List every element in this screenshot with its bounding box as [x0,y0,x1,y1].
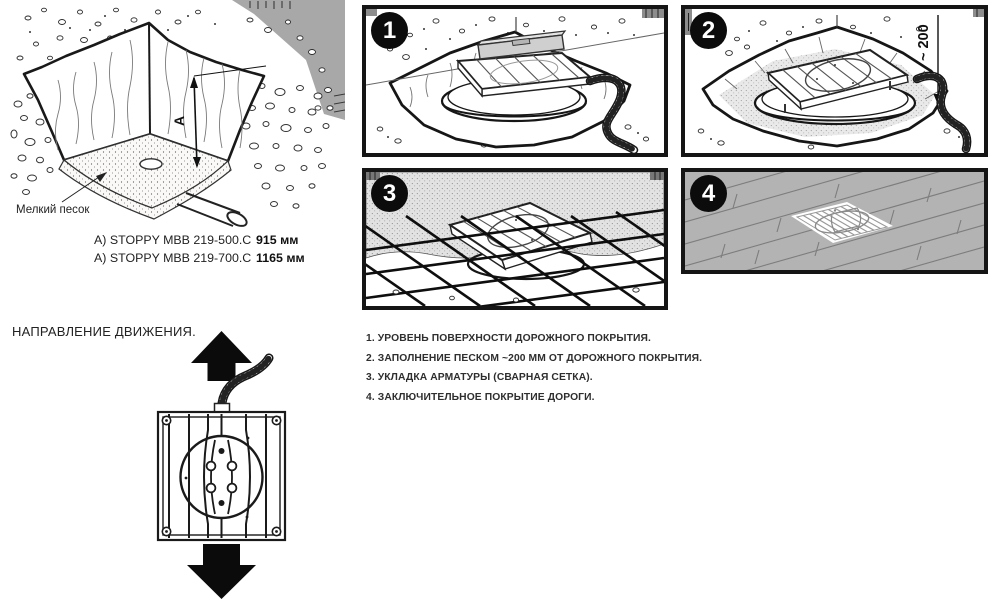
model-depth-value: 1165 мм [256,251,305,265]
instruction-item [366,333,702,344]
step-number-badge: 3 [371,175,408,212]
instruction-number: 4. [366,391,375,403]
step-number-badge: 2 [690,12,727,49]
anchor-hole [140,159,162,169]
model-depth-table [94,233,305,265]
bollard-top-view-diagram [118,318,353,607]
model-name: A) STOPPY MBB 219-700.C [94,251,252,265]
down-arrow-icon [187,544,256,599]
instruction-text: ЗАПОЛНЕНИЕ ПЕСКОМ ~200 ММ ОТ ДОРОЖНОГО ПОКРЫТИЯ. [377,352,703,364]
model-name: A) STOPPY MBB 219-500.C [94,233,252,247]
instructions-list [366,333,702,403]
instruction-number: 1. [366,333,375,344]
instruction-text: УРОВЕНЬ ПОВЕРХНОСТИ ДОРОЖНОГО ПОКРЫТИЯ. [377,333,651,344]
excavation-pit-illustration [0,0,345,228]
instruction-number: 3. [366,372,375,383]
step-3-illustration [366,172,664,306]
step-panel-2 [681,5,988,157]
ground-dots [29,15,216,33]
step-number-badge: 1 [371,12,408,49]
instruction-item [366,372,702,383]
corner-hatch [366,9,664,18]
direction-title: НАПРАВЛЕНИЕ ДВИЖЕНИЯ. [12,324,196,339]
model-depth-value: 915 мм [256,233,299,247]
step-panel-3 [362,168,668,310]
dimension-label: ~ 200 [916,24,932,61]
sand-label: Мелкий песок [16,204,90,216]
step-1-illustration [366,9,664,153]
step-panel-1 [362,5,668,157]
step-4-illustration [685,172,984,270]
step-2-illustration [685,9,984,153]
instruction-text: УКЛАДКА АРМАТУРЫ (СВАРНАЯ СЕТКА). [377,372,593,383]
depth-label: A [171,115,187,126]
cover-plate [158,412,285,540]
instruction-item [366,353,702,364]
instruction-item [366,392,702,403]
instruction-number: 2. [366,352,375,364]
step-panel-4 [681,168,988,274]
instruction-text: ЗАКЛЮЧИТЕЛЬНОЕ ПОКРЫТИЕ ДОРОГИ. [377,391,595,403]
step-number-badge: 4 [690,175,727,212]
